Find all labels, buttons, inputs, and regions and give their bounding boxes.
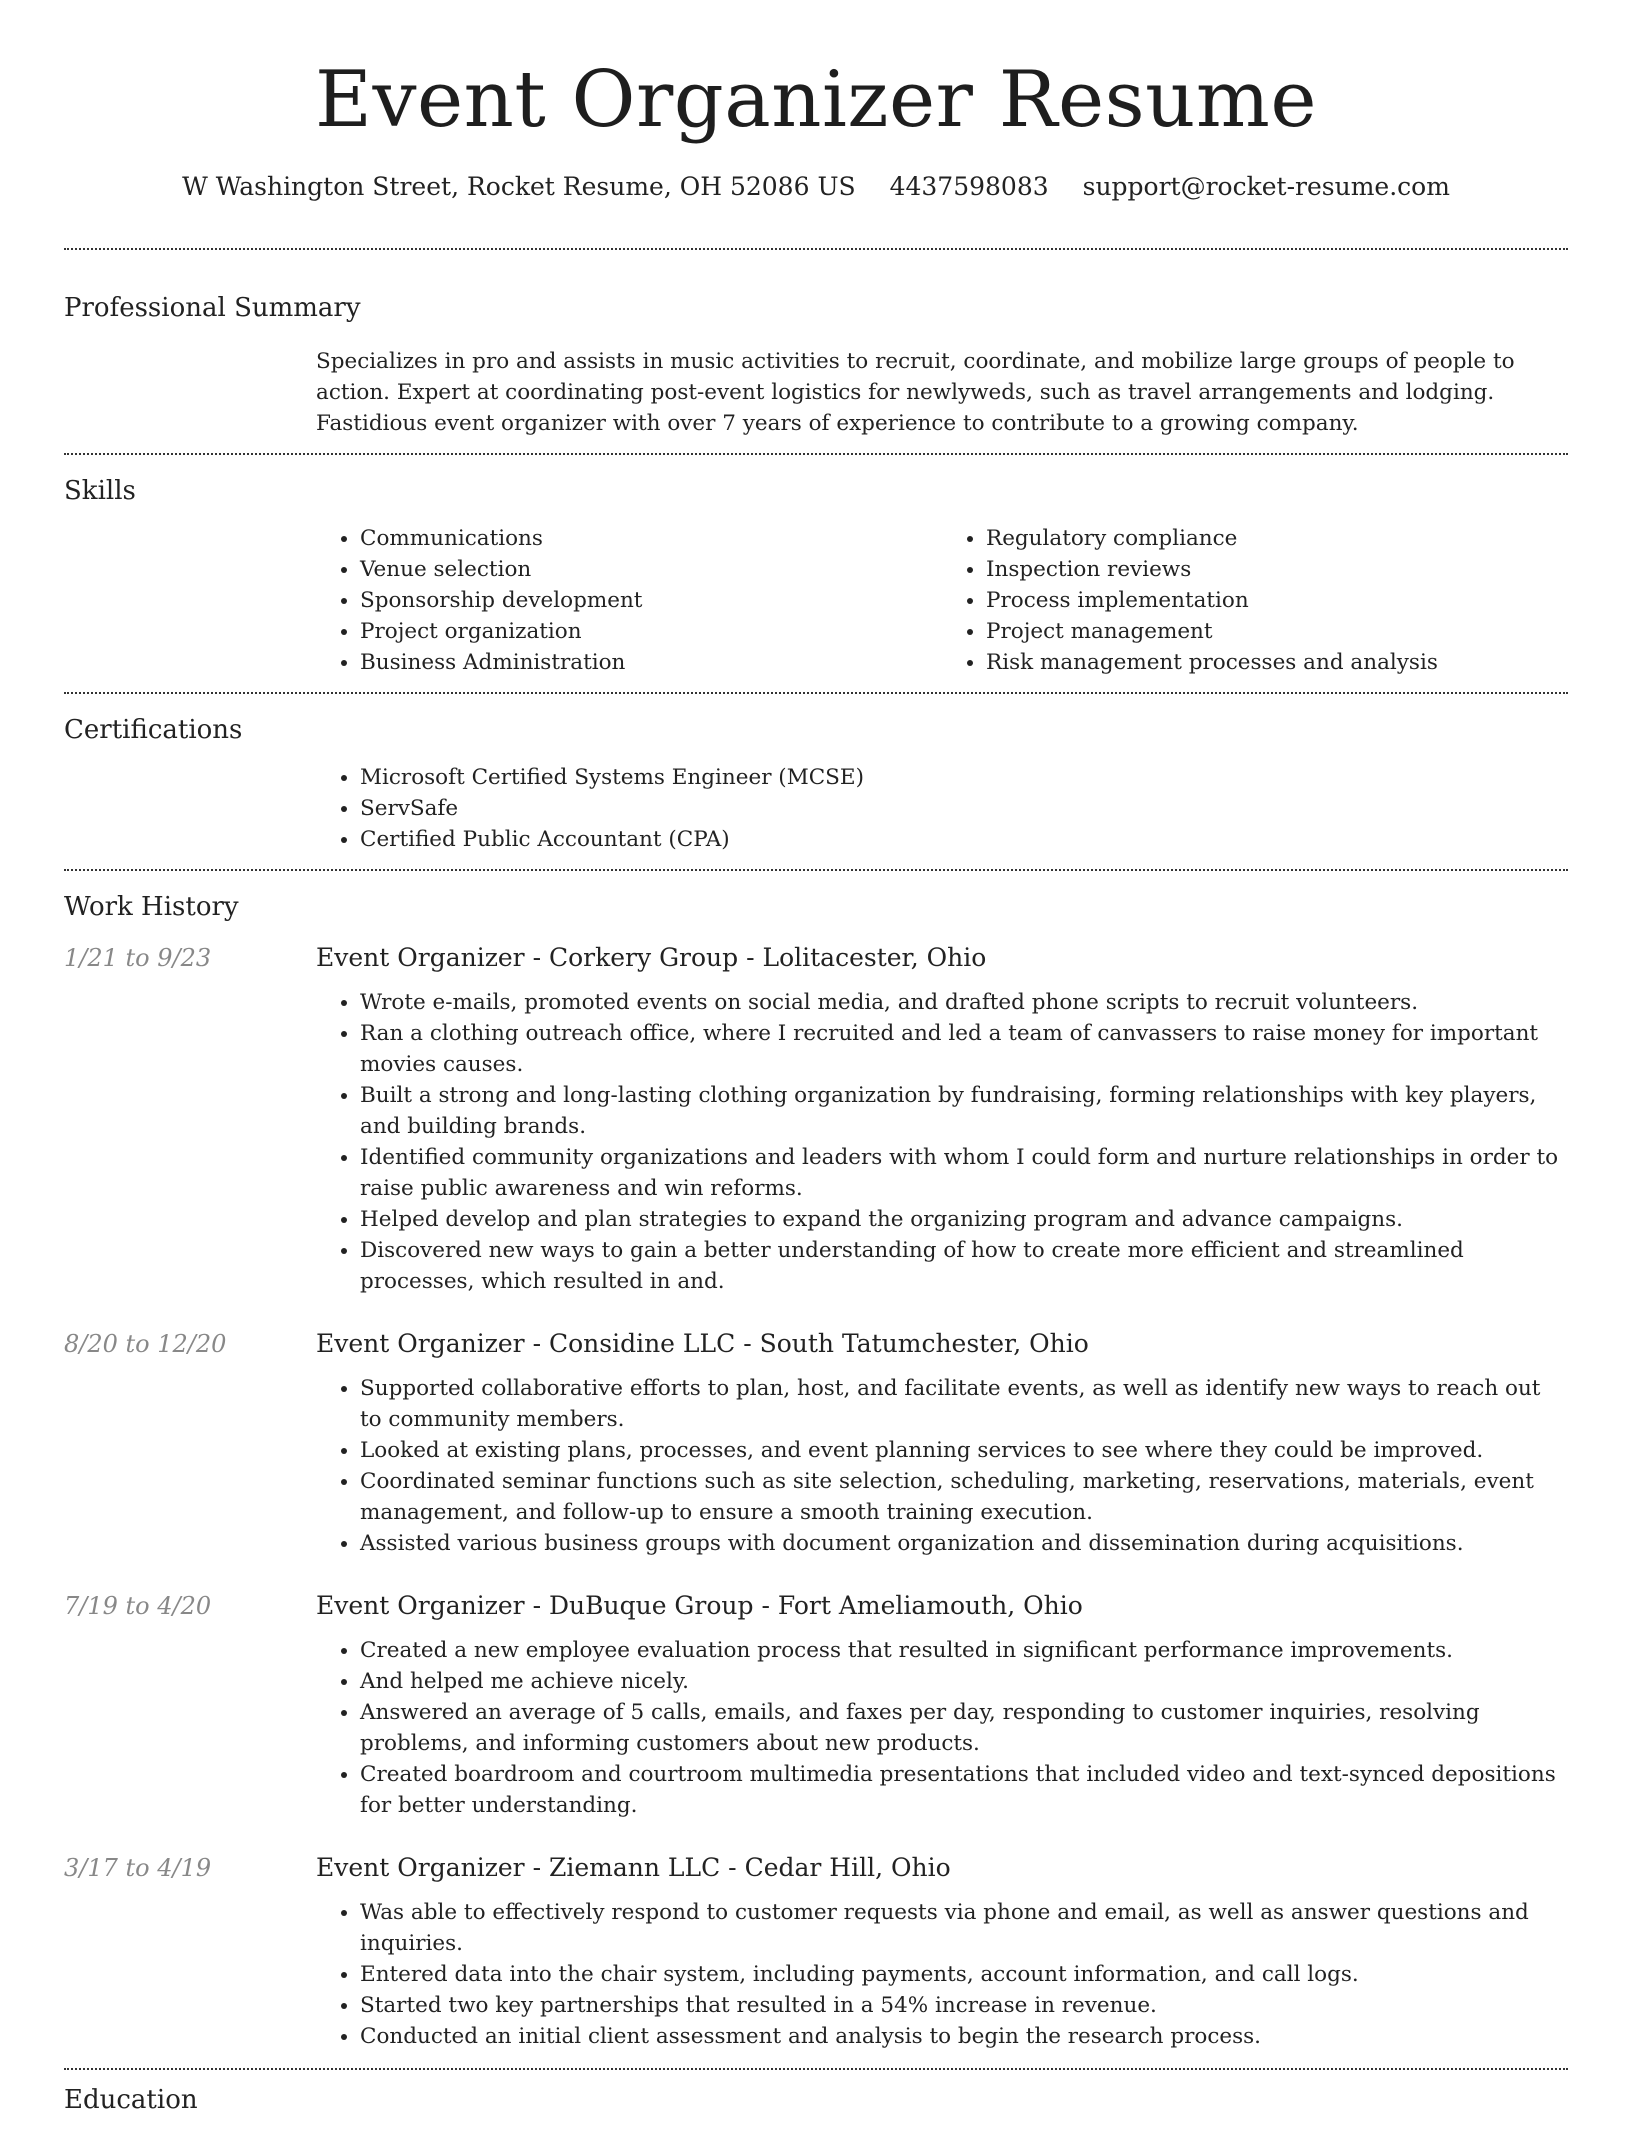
summary-section — [64, 250, 1568, 453]
skill-item: • Project organization — [360, 616, 942, 647]
summary-text: Specializes in pro and assists in music activities to recruit, coordinate, and mobilize large groups of people to action. Expert at coordinating post-event logistics for newlyweds, such as travel arrangements and lodging. Fastidious event organizer with over 7 years of experience to contribute to a growing company. — [316, 349, 1515, 436]
job-bullet: • Created boardroom and courtroom multimedia presentations that included video and text-synced depositions for better understanding. — [360, 1759, 1568, 1821]
skills-list-right — [942, 523, 1568, 678]
job-dates: 7/19 to 4/20 — [64, 1592, 212, 1620]
skill-item: • Inspection reviews — [986, 554, 1568, 585]
certifications-section — [64, 694, 1568, 869]
certifications-list — [316, 762, 1568, 855]
job-title: Event Organizer - DuBuque Group - Fort Ameliamouth, Ohio — [316, 1591, 1083, 1620]
work-history-section — [64, 871, 1568, 2052]
skill-item: • Project management — [986, 616, 1568, 647]
job-details — [316, 1851, 1568, 2052]
job-bullet: • Identified community organizations and leaders with whom I could form and nurture relationships in order to raise public awareness and win reforms. — [360, 1142, 1568, 1204]
job-entry — [64, 1851, 1568, 2052]
certifications-title: Certifications — [64, 715, 243, 745]
job-bullets — [316, 1373, 1568, 1559]
job-bullet: • Supported collaborative efforts to plan, host, and facilitate events, as well as identify new ways to reach out to community members. — [360, 1373, 1568, 1435]
job-bullet: • Entered data into the chair system, including payments, account information, and call logs. — [360, 1959, 1568, 1990]
skills-columns — [316, 523, 1568, 678]
skill-item: • Regulatory compliance — [986, 523, 1568, 554]
job-bullet: • Answered an average of 5 calls, emails, and faxes per day, responding to customer inquiries, resolving problems, and informing customers about new products. — [360, 1697, 1568, 1759]
education-section — [64, 2070, 1568, 2146]
job-title: Event Organizer - Ziemann LLC - Cedar Hill, Ohio — [316, 1853, 951, 1882]
job-bullets — [316, 987, 1568, 1297]
skill-item: • Process implementation — [986, 585, 1568, 616]
job-dates: 1/21 to 9/23 — [64, 944, 212, 972]
job-title: Event Organizer - Corkery Group - Lolitacester, Ohio — [316, 943, 987, 972]
job-bullet: • Wrote e-mails, promoted events on social media, and drafted phone scripts to recruit volunteers. — [360, 987, 1568, 1018]
job-details — [316, 1327, 1568, 1559]
skill-item: • Venue selection — [360, 554, 942, 585]
job-bullet: • Conducted an initial client assessment and analysis to begin the research process. — [360, 2021, 1568, 2052]
job-bullet: • Was able to effectively respond to customer requests via phone and email, as well as answer questions and inquiries. — [360, 1897, 1568, 1959]
skills-title: Skills — [64, 476, 136, 506]
summary-title: Professional Summary — [64, 293, 361, 323]
job-bullet: • Discovered new ways to gain a better understanding of how to create more efficient and streamlined processes, which resulted in and. — [360, 1235, 1568, 1297]
job-entry — [64, 941, 1568, 1297]
job-bullet: • Created a new employee evaluation process that resulted in significant performance improvements. — [360, 1635, 1568, 1666]
skill-item: • Sponsorship development — [360, 585, 942, 616]
job-title: Event Organizer - Considine LLC - South Tatumchester, Ohio — [316, 1329, 1089, 1358]
contact-email[interactable]: support@rocket-resume.com — [1082, 172, 1450, 201]
job-details — [316, 1589, 1568, 1821]
certification-item: • Certified Public Accountant (CPA) — [360, 824, 1568, 855]
skill-item: • Risk management processes and analysis — [986, 647, 1568, 678]
contact-phone: 4437598083 — [889, 172, 1049, 201]
job-bullet: • Ran a clothing outreach office, where I recruited and led a team of canvassers to raise money for important movies causes. — [360, 1018, 1568, 1080]
job-bullet: • Coordinated seminar functions such as site selection, scheduling, marketing, reservations, materials, event management, and follow-up to ensure a smooth training execution. — [360, 1466, 1568, 1528]
contact-address: W Washington Street, Rocket Resume, OH 52086 US — [182, 172, 856, 201]
summary-body — [316, 346, 1568, 439]
job-bullets — [316, 1897, 1568, 2052]
certification-item: • ServSafe — [360, 793, 1568, 824]
certification-item: • Microsoft Certified Systems Engineer (MCSE) — [360, 762, 1568, 793]
skills-section — [64, 455, 1568, 692]
job-entry — [64, 1589, 1568, 1821]
job-details — [316, 941, 1568, 1297]
job-bullet: • Looked at existing plans, processes, and event planning services to see where they could be improved. — [360, 1435, 1568, 1466]
job-bullet: • Built a strong and long-lasting clothing organization by fundraising, forming relationships with key players, and building brands. — [360, 1080, 1568, 1142]
job-bullet: • Started two key partnerships that resulted in a 54% increase in revenue. — [360, 1990, 1568, 2021]
skills-list-left — [316, 523, 942, 678]
work-history-title: Work History — [64, 892, 239, 922]
contact-line — [64, 170, 1568, 204]
resume-header — [64, 0, 1568, 204]
job-dates: 8/20 to 12/20 — [64, 1330, 227, 1358]
job-bullet: • Assisted various business groups with document organization and dissemination during acquisitions. — [360, 1528, 1568, 1559]
education-title: Education — [64, 2085, 198, 2115]
job-bullets — [316, 1635, 1568, 1821]
skill-item: • Business Administration — [360, 647, 942, 678]
job-dates: 3/17 to 4/19 — [64, 1854, 212, 1882]
certifications-body — [316, 762, 1568, 855]
job-bullet: • And helped me achieve nicely. — [360, 1666, 1568, 1697]
job-entry — [64, 1327, 1568, 1559]
skill-item: • Communications — [360, 523, 942, 554]
resume-title: Event Organizer Resume — [315, 55, 1317, 145]
job-bullet: • Helped develop and plan strategies to expand the organizing program and advance campaigns. — [360, 1204, 1568, 1235]
